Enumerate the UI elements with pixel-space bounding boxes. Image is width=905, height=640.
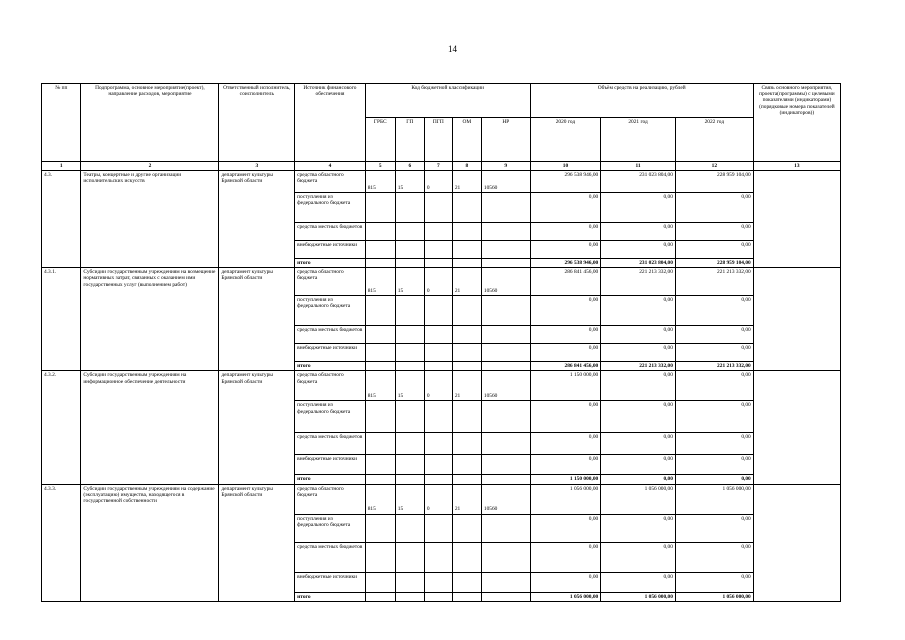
code-empty [424,241,452,259]
code-empty [424,362,452,371]
column-number: 13 [753,162,840,171]
code-gp: 15 [395,484,424,514]
code-pgp: 0 [424,171,452,193]
source-label: внебюджетные источники [295,455,366,475]
amount-2020: 0,00 [530,572,601,592]
code-empty [424,433,452,455]
row-number: 4.3.2. [42,371,81,484]
amount-2021: 0,00 [601,371,676,401]
code-empty [365,455,395,475]
amount-2022: 0,00 [675,193,753,223]
row-name: Субсидии государственным учреждениям на возмещение нормативных затрат, связанных с оказанием ими государственных услуг (выполнением работ) [81,268,219,371]
amount-2021: 0,00 [601,296,676,326]
row-executor: департамент культуры Брянской области [219,171,295,268]
row-number: 4.3.3. [42,484,81,601]
code-gp: 15 [395,171,424,193]
amount-2021: 221 213 332,00 [601,268,676,296]
code-empty [481,344,530,362]
column-number: 6 [395,162,424,171]
amount-2020: 286 841 456,00 [530,362,601,371]
code-empty [481,572,530,592]
code-empty [481,296,530,326]
code-empty [452,455,481,475]
source-label: средства местных бюджетов [295,326,366,344]
code-empty [424,514,452,542]
amount-2022: 0,00 [675,542,753,572]
header-om: ОМ [452,118,481,162]
header-pgp: ПГП [424,118,452,162]
row-executor: департамент культуры Брянской области [219,268,295,371]
budget-table-body [42,171,841,602]
amount-2022: 0,00 [675,572,753,592]
amount-2022: 1 056 000,00 [675,592,753,601]
code-grbs: 815 [365,371,395,401]
code-empty [452,433,481,455]
header-gp: ГП [395,118,424,162]
code-empty [424,326,452,344]
amount-2022: 0,00 [675,433,753,455]
code-empty [452,572,481,592]
code-empty [481,362,530,371]
amount-2020: 0,00 [530,401,601,433]
code-empty [365,514,395,542]
code-empty [424,592,452,601]
column-number: 5 [365,162,395,171]
code-empty [424,344,452,362]
table-row [42,371,841,401]
code-empty [452,193,481,223]
code-empty [395,542,424,572]
amount-2020: 0,00 [530,455,601,475]
code-empty [365,296,395,326]
amount-2021: 0,00 [601,433,676,455]
amount-2021: 0,00 [601,326,676,344]
amount-2022: 221 213 332,00 [675,362,753,371]
source-label: поступления из федерального бюджета [295,296,366,326]
code-empty [424,455,452,475]
code-empty [424,259,452,268]
amount-2021: 221 213 332,00 [601,362,676,371]
amount-2022: 0,00 [675,401,753,433]
header-executor: Ответственный исполнитель, соисполнитель [219,84,295,162]
amount-2020: 1 056 000,00 [530,484,601,514]
code-nr: 10560 [481,371,530,401]
column-number: 4 [295,162,366,171]
column-number: 1 [42,162,81,171]
amount-2022: 228 959 104,00 [675,259,753,268]
code-empty [452,592,481,601]
code-gp: 15 [395,268,424,296]
amount-2020: 1 056 000,00 [530,592,601,601]
code-empty [452,259,481,268]
table-row [42,268,841,296]
header-bcc-group: Код бюджетной классификации [365,84,530,118]
code-empty [365,241,395,259]
amount-2021: 0,00 [601,475,676,484]
header-2020: 2020 год [530,118,601,162]
code-empty [481,326,530,344]
row-name: Театры, концертные и другие организации исполнительских искусств [81,171,219,268]
header-link: Связь основного мероприятия, проекта(программы) с целевыми показателями (индикаторами) (порядковые номера показателей (индикаторов)) [753,84,840,162]
amount-2020: 296 538 946,00 [530,171,601,193]
amount-2022: 0,00 [675,223,753,241]
header-nr: НР [481,118,530,162]
source-label: средства областного бюджета [295,268,366,296]
amount-2021: 1 056 000,00 [601,592,676,601]
column-number: 2 [81,162,219,171]
column-number: 12 [675,162,753,171]
header-source: Источник финансового обеспечения [295,84,366,162]
header-volume-group: Объём средств на реализацию, рублей [530,84,753,118]
amount-2021: 0,00 [601,514,676,542]
code-empty [452,326,481,344]
code-empty [481,592,530,601]
column-number: 3 [219,162,295,171]
code-empty [395,475,424,484]
code-empty [365,401,395,433]
amount-2022: 0,00 [675,455,753,475]
amount-2020: 296 538 946,00 [530,259,601,268]
amount-2021: 0,00 [601,193,676,223]
column-number: 11 [601,162,676,171]
amount-2021: 1 056 000,00 [601,484,676,514]
row-link [753,371,840,484]
code-empty [424,475,452,484]
code-empty [395,259,424,268]
page-number: 14 [448,44,457,54]
code-nr: 10560 [481,171,530,193]
amount-2020: 1 150 000,00 [530,475,601,484]
code-empty [481,455,530,475]
row-name: Субсидии государственным учреждениям на содержание (эксплуатацию) имущества, находящегося в государственной собственности [81,484,219,601]
source-label: средства областного бюджета [295,371,366,401]
code-om: 21 [452,171,481,193]
code-empty [481,401,530,433]
code-empty [452,401,481,433]
code-empty [365,259,395,268]
amount-2020: 0,00 [530,296,601,326]
code-grbs: 815 [365,268,395,296]
code-empty [395,326,424,344]
source-label: итого [295,259,366,268]
column-number: 7 [424,162,452,171]
amount-2021: 0,00 [601,455,676,475]
code-empty [424,223,452,241]
code-pgp: 0 [424,371,452,401]
column-number: 8 [452,162,481,171]
code-empty [365,475,395,484]
source-label: средства местных бюджетов [295,542,366,572]
amount-2022: 1 056 000,00 [675,484,753,514]
code-empty [424,572,452,592]
budget-table [41,83,841,602]
code-gp: 15 [395,371,424,401]
source-label: внебюджетные источники [295,572,366,592]
source-label: средства местных бюджетов [295,433,366,455]
source-label: итого [295,362,366,371]
code-empty [395,572,424,592]
code-empty [424,193,452,223]
code-om: 21 [452,268,481,296]
amount-2022: 0,00 [675,371,753,401]
header-2022: 2022 год [675,118,753,162]
code-om: 21 [452,484,481,514]
code-empty [452,223,481,241]
code-empty [395,223,424,241]
row-link [753,484,840,601]
amount-2022: 0,00 [675,344,753,362]
row-name: Субсидии государственным учреждениям на информационное обеспечение деятельности [81,371,219,484]
code-empty [395,514,424,542]
header-2021: 2021 год [601,118,676,162]
code-empty [395,193,424,223]
code-om: 21 [452,371,481,401]
code-empty [365,572,395,592]
code-empty [481,542,530,572]
source-label: поступления из федерального бюджета [295,401,366,433]
code-empty [395,592,424,601]
code-empty [481,514,530,542]
source-label: средства местных бюджетов [295,223,366,241]
code-pgp: 0 [424,268,452,296]
source-label: внебюджетные источники [295,344,366,362]
row-executor: департамент культуры Брянской области [219,484,295,601]
code-empty [365,193,395,223]
amount-2020: 0,00 [530,241,601,259]
amount-2021: 0,00 [601,542,676,572]
amount-2022: 0,00 [675,296,753,326]
amount-2020: 0,00 [530,223,601,241]
code-empty [395,344,424,362]
row-link [753,268,840,371]
code-empty [424,542,452,572]
code-empty [395,401,424,433]
source-label: внебюджетные источники [295,241,366,259]
code-empty [395,433,424,455]
code-empty [481,475,530,484]
amount-2020: 286 841 456,00 [530,268,601,296]
header-grbs: ГРБС [365,118,395,162]
amount-2021: 231 023 804,00 [601,259,676,268]
code-empty [365,362,395,371]
amount-2020: 0,00 [530,193,601,223]
amount-2021: 231 023 804,00 [601,171,676,193]
code-empty [452,475,481,484]
code-empty [365,542,395,572]
table-row [42,171,841,193]
code-empty [452,514,481,542]
code-empty [365,344,395,362]
amount-2022: 221 213 332,00 [675,268,753,296]
code-empty [452,362,481,371]
code-nr: 10560 [481,268,530,296]
row-number: 4.3.1. [42,268,81,371]
column-number: 10 [530,162,601,171]
source-label: итого [295,592,366,601]
amount-2022: 0,00 [675,326,753,344]
code-empty [365,592,395,601]
amount-2020: 0,00 [530,326,601,344]
code-empty [365,433,395,455]
amount-2022: 0,00 [675,475,753,484]
amount-2020: 0,00 [530,433,601,455]
source-label: средства областного бюджета [295,171,366,193]
amount-2021: 0,00 [601,401,676,433]
row-link [753,171,840,268]
code-empty [481,223,530,241]
code-empty [424,401,452,433]
amount-2020: 1 150 000,00 [530,371,601,401]
amount-2022: 0,00 [675,241,753,259]
code-empty [395,296,424,326]
header-no: № пп [42,84,81,162]
amount-2021: 0,00 [601,241,676,259]
code-empty [424,296,452,326]
table-row [42,484,841,514]
source-label: итого [295,475,366,484]
code-empty [365,223,395,241]
amount-2021: 0,00 [601,572,676,592]
amount-2020: 0,00 [530,344,601,362]
code-empty [452,296,481,326]
amount-2021: 0,00 [601,223,676,241]
row-executor: департамент культуры Брянской области [219,371,295,484]
row-number: 4.3. [42,171,81,268]
code-nr: 10560 [481,484,530,514]
source-label: средства областного бюджета [295,484,366,514]
column-number-row [42,162,841,171]
code-pgp: 0 [424,484,452,514]
code-empty [395,455,424,475]
code-empty [481,241,530,259]
code-empty [395,241,424,259]
code-empty [481,433,530,455]
code-empty [395,362,424,371]
code-empty [481,259,530,268]
code-grbs: 815 [365,171,395,193]
code-empty [481,193,530,223]
source-label: поступления из федерального бюджета [295,193,366,223]
amount-2022: 228 959 104,00 [675,171,753,193]
code-grbs: 815 [365,484,395,514]
amount-2020: 0,00 [530,514,601,542]
code-empty [452,241,481,259]
amount-2021: 0,00 [601,344,676,362]
code-empty [452,344,481,362]
code-empty [365,326,395,344]
column-number: 9 [481,162,530,171]
source-label: поступления из федерального бюджета [295,514,366,542]
header-subprogram: Подпрограмма, основное мероприятие(проект), направление расходов, мероприятие [81,84,219,162]
code-empty [452,542,481,572]
amount-2022: 0,00 [675,514,753,542]
amount-2020: 0,00 [530,542,601,572]
